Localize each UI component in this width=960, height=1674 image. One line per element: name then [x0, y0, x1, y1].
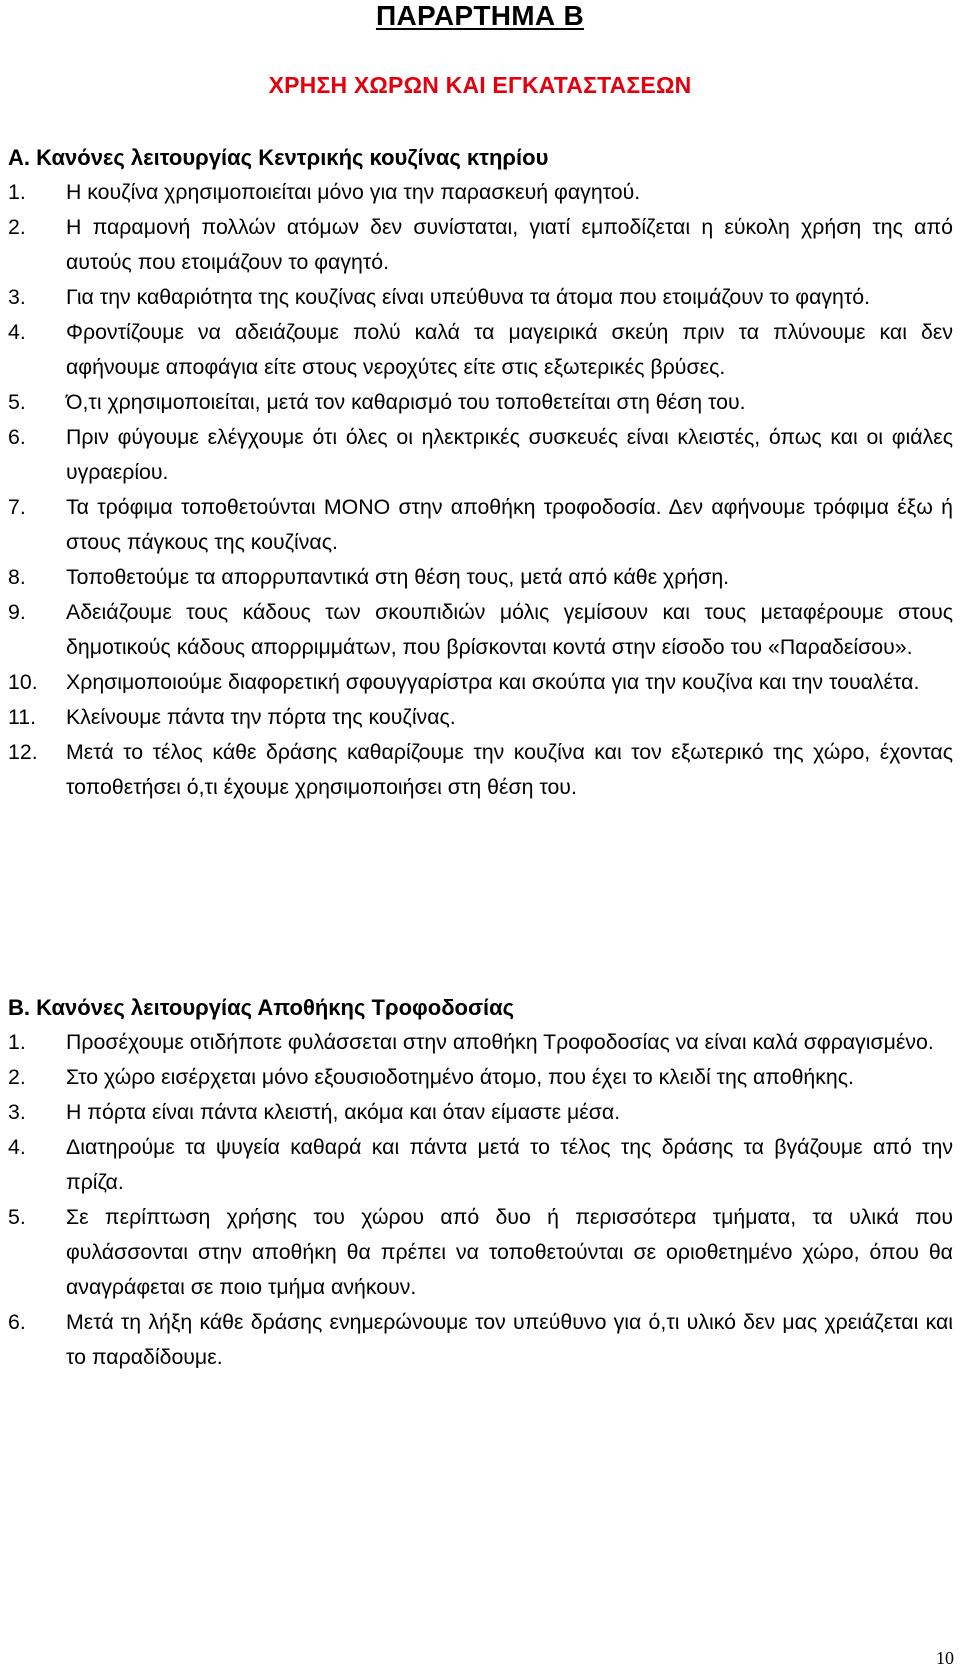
item-number: 2.	[8, 215, 26, 239]
item-text: Αδειάζουμε τους κάδους των σκουπιδιών μόλις γεμίσουν και τους μεταφέρουμε στους δημοτικούς κάδους απορριμμάτων, που βρίσκονται κοντά στην είσοδο του «Παραδείσου».	[66, 600, 953, 659]
list-item	[8, 420, 953, 490]
item-number: 6.	[8, 425, 26, 449]
item-number: 4.	[8, 320, 26, 344]
rules-list	[8, 175, 953, 805]
item-text: Χρησιμοποιούμε διαφορετική σφουγγαρίστρα και σκούπα για την κουζίνα και την τουαλέτα.	[66, 670, 920, 694]
section-kitchen-rules	[8, 143, 953, 805]
item-text: Μετά το τέλος κάθε δράσης καθαρίζουμε την κουζίνα και τον εξωτερικό της χώρο, έχοντας τοποθετήσει ό,τι έχουμε χρησιμοποιήσει στη θέση του.	[66, 740, 953, 799]
item-text: Η παραμονή πολλών ατόμων δεν συνίσταται, γιατί εμποδίζεται η εύκολη χρήση της από αυτούς που ετοιμάζουν το φαγητό.	[66, 215, 953, 274]
list-item	[8, 1305, 953, 1375]
list-item	[8, 595, 953, 665]
item-text: Μετά τη λήξη κάθε δράσης ενημερώνουμε τον υπεύθυνο για ό,τι υλικό δεν μας χρειάζεται και το παραδίδουμε.	[66, 1310, 953, 1369]
item-number: 7.	[8, 495, 26, 519]
item-number: 5.	[8, 390, 26, 414]
section-heading: Β. Κανόνες λειτουργίας Αποθήκης Τροφοδοσίας	[8, 995, 515, 1020]
list-item	[8, 1095, 953, 1130]
item-number: 8.	[8, 565, 26, 589]
list-item	[8, 175, 953, 210]
item-number: 5.	[8, 1205, 26, 1229]
item-number: 12.	[8, 740, 38, 764]
item-number: 11.	[8, 705, 37, 729]
list-item	[8, 385, 953, 420]
item-number: 3.	[8, 285, 26, 309]
item-text: Για την καθαριότητα της κουζίνας είναι υπεύθυνα τα άτομα που ετοιμάζουν το φαγητό.	[66, 285, 871, 309]
rules-list	[8, 1025, 953, 1375]
list-item	[8, 1025, 953, 1060]
item-text: Σε περίπτωση χρήσης του χώρου από δυο ή περισσότερα τμήματα, τα υλικά που φυλάσσονται στην αποθήκη θα πρέπει να τοποθετούνται σε οριοθετημένο χώρο, όπου θα αναγράφεται σε ποιο τμήμα ανήκουν.	[66, 1205, 953, 1299]
list-item	[8, 735, 953, 805]
item-text: Τοποθετούμε τα απορρυπαντικά στη θέση τους, μετά από κάθε χρήση.	[66, 565, 730, 589]
list-item	[8, 700, 953, 735]
item-text: Ό,τι χρησιμοποιείται, μετά τον καθαρισμό του τοποθετείται στη θέση του.	[66, 390, 746, 414]
list-item	[8, 490, 953, 560]
list-item	[8, 1130, 953, 1200]
list-item	[8, 315, 953, 385]
item-text: Προσέχουμε οτιδήποτε φυλάσσεται στην αποθήκη Τροφοδοσίας να είναι καλά σφραγισμένο.	[66, 1030, 934, 1054]
item-number: 2.	[8, 1065, 26, 1089]
item-text: Πριν φύγουμε ελέγχουμε ότι όλες οι ηλεκτρικές συσκευές είναι κλειστές, όπως και οι φιάλες υγραερίου.	[66, 425, 953, 484]
item-number: 6.	[8, 1310, 26, 1334]
item-number: 3.	[8, 1100, 26, 1124]
item-text: Διατηρούμε τα ψυγεία καθαρά και πάντα μετά το τέλος της δράσης τα βγάζουμε από την πρίζα.	[66, 1135, 953, 1194]
list-item	[8, 1060, 953, 1095]
list-item	[8, 210, 953, 280]
item-text: Στο χώρο εισέρχεται μόνο εξουσιοδοτημένο άτομο, που έχει το κλειδί της αποθήκης.	[66, 1065, 854, 1089]
page-subtitle: ΧΡΗΣΗ ΧΩΡΩΝ ΚΑΙ ΕΓΚΑΤΑΣΤΑΣΕΩΝ	[268, 72, 692, 98]
list-item	[8, 560, 953, 595]
list-item	[8, 665, 953, 700]
item-number: 1.	[8, 180, 26, 204]
item-text: Κλείνουμε πάντα την πόρτα της κουζίνας.	[66, 705, 456, 729]
list-item	[8, 280, 953, 315]
item-text: Τα τρόφιμα τοποθετούνται ΜΟΝΟ στην αποθήκη τροφοδοσία. Δεν αφήνουμε τρόφιμα έξω ή στους πάγκους της κουζίνας.	[66, 495, 953, 554]
page-number: 10	[936, 1648, 954, 1668]
item-text: Η πόρτα είναι πάντα κλειστή, ακόμα και όταν είμαστε μέσα.	[66, 1100, 621, 1124]
page-title: ΠΑΡΑΡΤΗΜΑ Β	[375, 0, 585, 31]
item-number: 1.	[8, 1030, 26, 1054]
section-storage-rules	[8, 993, 953, 1375]
item-number: 9.	[8, 600, 26, 624]
item-text: Η κουζίνα χρησιμοποιείται μόνο για την παρασκευή φαγητού.	[66, 180, 641, 204]
section-heading: Α. Κανόνες λειτουργίας Κεντρικής κουζίνας κτηρίου	[8, 145, 549, 170]
item-text: Φροντίζουμε να αδειάζουμε πολύ καλά τα μαγειρικά σκεύη πριν τα πλύνουμε και δεν αφήνουμε αποφάγια είτε στους νεροχύτες είτε στις εξωτερικές βρύσες.	[66, 320, 953, 379]
item-number: 10.	[8, 670, 38, 694]
list-item	[8, 1200, 953, 1305]
item-number: 4.	[8, 1135, 26, 1159]
